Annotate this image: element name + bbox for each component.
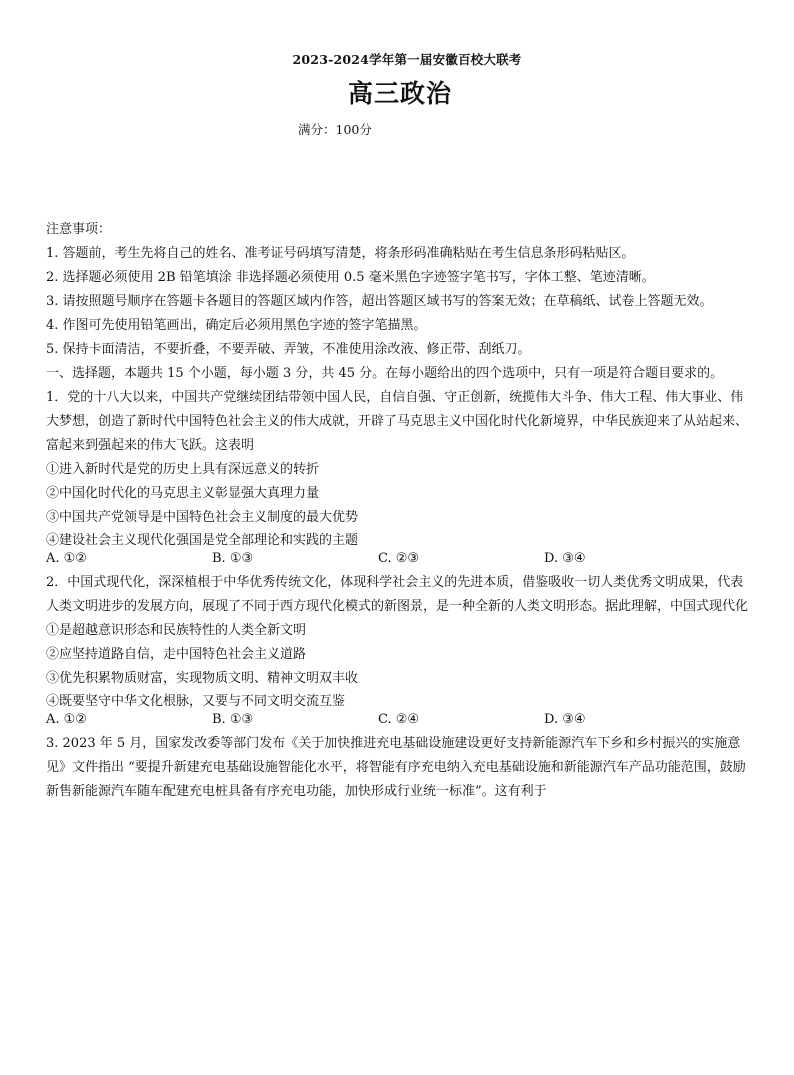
option-d: D. ③④ (544, 551, 586, 566)
option-a: A. ①② (46, 712, 87, 727)
question-statement: ④建设社会主义现代化强国是党全部理论和实践的主题 (46, 533, 359, 548)
option-a: A. ①② (46, 551, 87, 566)
question-options (46, 712, 754, 728)
option-d: D. ③④ (544, 712, 586, 727)
question-stem: 1．党的十八大以来，中国共产党继续团结带领中国人民，自信自强、守正创新，统揽伟大斗争、伟大工程、伟大事业、伟大梦想，创造了新时代中国特色社会主义的伟大成就，开辟了马克思主义中国化时代化新境界，中华民族迎来了从站起来、富起来到强起来的伟大飞跃。这表明 (46, 390, 749, 453)
question-statement: ②应坚持道路自信，走中国特色社会主义道路 (46, 647, 307, 662)
option-c: C. ②④ (378, 712, 420, 727)
exam-name: 2023-2024学年第一届安徽百校大联考 (292, 52, 522, 67)
question-statement: ③中国共产党领导是中国特色社会主义制度的最大优势 (46, 510, 359, 525)
notice-item: 3. 请按照题号顺序在答题卡各题目的答题区域内作答，超出答题区域书写的答案无效；在草稿纸、试卷上答题无效。 (46, 294, 713, 309)
question-statement: ①进入新时代是党的历史上具有深远意义的转折 (46, 462, 320, 477)
question-statement: ②中国化时代化的马克思主义彰显强大真理力量 (46, 486, 320, 501)
question-stem: 3. 2023 年 5 月，国家发改委等部门发布《关于加快推进充电基础设施建设更好支持新能源汽车下乡和乡村振兴的实施意见》文件指出 “要提升新建充电基础设施智能化水平，将智能有序充电纳入充电基础设施和新能源汽车产品功能范围，鼓励新售新能源汽车随车配建充电桩具备有序充电功能，加快形成行业统一标准”。这有利于 (46, 736, 746, 799)
question-stem: 2．中国式现代化，深深植根于中华优秀传统文化，体现科学社会主义的先进本质，借鉴吸收一切人类优秀文明成果，代表人类文明进步的发展方向，展现了不同于西方现代化模式的新图景，是一种全新的人类文明形态。据此理解，中国式现代化 (46, 575, 749, 614)
exam-content (46, 218, 754, 804)
option-b: B. ①③ (212, 712, 254, 727)
question-statement: ③优先积累物质财富，实现物质文明、精神文明双丰收 (46, 671, 359, 686)
notice-item: 4. 作图可先使用铅笔画出，确定后必须用黑色字迹的签字笔描黑。 (46, 318, 427, 333)
section-intro: 一、选择题，本题共 15 个小题，每小题 3 分，共 45 分。在每小题给出的四个选项中，只有一项是符合题目要求的。 (46, 366, 724, 381)
full-score: 满分：100分 (298, 122, 372, 137)
subject-title: 高三政治 (347, 79, 452, 108)
question-statement: ④既要坚守中华文化根脉，又要与不同文明交流互鉴 (46, 694, 346, 709)
exam-header (0, 50, 794, 137)
question-options (46, 551, 754, 567)
question-statement: ①是超越意识形态和民族特性的人类全新文明 (46, 623, 307, 638)
option-b: B. ①③ (212, 551, 254, 566)
option-c: C. ②③ (378, 551, 420, 566)
notice-title: 注意事项： (46, 222, 112, 237)
notice-item: 2. 选择题必须使用 2B 铅笔填涂 非选择题必须使用 0.5 毫米黑色字迹签字笔书写，字体工整、笔迹清晰。 (46, 270, 655, 285)
notice-item: 1. 答题前，考生先将自己的姓名、准考证号码填写清楚，将条形码准确粘贴在考生信息条形码粘贴区。 (46, 246, 635, 261)
notice-item: 5. 保持卡面清洁，不要折叠，不要弄破、弄皱，不准使用涂改液、修正带、刮纸刀。 (46, 342, 531, 357)
